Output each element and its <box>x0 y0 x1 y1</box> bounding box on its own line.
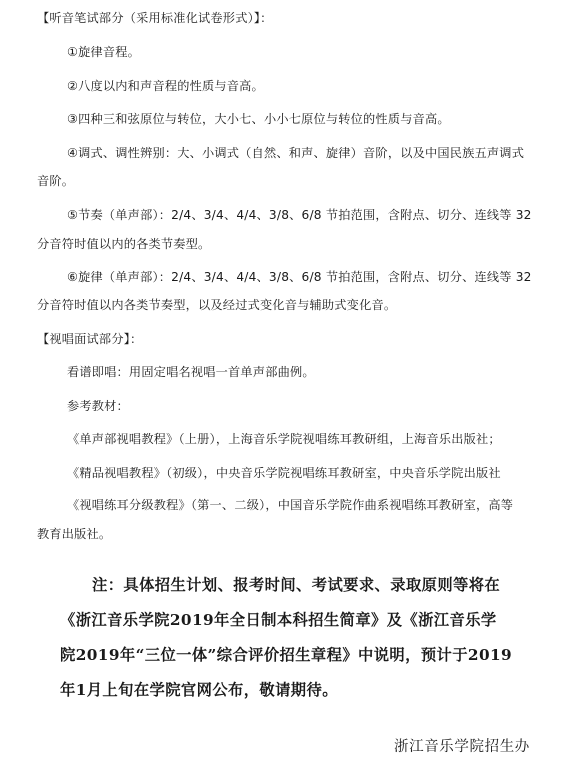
written-item-2: ②八度以内和声音程的性质与音高。 <box>67 79 264 93</box>
note-line-4: 年1月上旬在学院官网公布，敬请期待。 <box>60 681 338 699</box>
note-line-3: 院2019年“三位一体”综合评价招生章程》中说明，预计于2019 <box>60 646 513 664</box>
sightsinging-section-heading: 【视唱面试部分】： <box>37 332 143 346</box>
note-line-1: 注：具体招生计划、报考时间、考试要求、录取原则等将在 <box>92 576 501 594</box>
reference-book-2: 《精品视唱教程》（初级），中央音乐学院视唱练耳教研室，中央音乐学院出版社 <box>67 466 501 480</box>
written-section-heading: 【听音笔试部分（采用标准化试卷形式）】： <box>37 11 273 25</box>
written-item-1: ①旋律音程。 <box>67 45 141 59</box>
written-item-4: ④调式、调性辨别：大、小调式（自然、和声、旋律）音阶，以及中国民族五声调式 <box>67 146 525 160</box>
written-item-5-cont: 分音符时值以内的各类节奏型。 <box>37 237 211 251</box>
written-item-4-cont: 音阶。 <box>37 174 75 188</box>
written-item-6-cont: 分音符时值以内各类节奏型，以及经过式变化音与辅助式变化音。 <box>37 298 397 312</box>
reference-materials-label: 参考教材： <box>67 399 129 413</box>
written-item-6: ⑥旋律（单声部）：2/4、3/4、4/4、3/8、6/8 节拍范围，含附点、切分、连线等 32 <box>67 270 532 284</box>
reference-book-3-cont: 教育出版社。 <box>37 527 112 541</box>
reference-book-3: 《视唱练耳分级教程》（第一、二级），中国音乐学院作曲系视唱练耳教研室，高等 <box>67 498 514 512</box>
note-line-2: 《浙江音乐学院2019年全日制本科招生简章》及《浙江音乐学 <box>60 611 497 629</box>
written-item-3: ③四种三和弦原位与转位，大小七、小小七原位与转位的性质与音高。 <box>67 112 450 126</box>
signature: 浙江音乐学院招生办 <box>394 739 530 755</box>
reference-book-1: 《单声部视唱教程》（上册），上海音乐学院视唱练耳教研组，上海音乐出版社； <box>67 432 501 446</box>
written-item-5: ⑤节奏（单声部）：2/4、3/4、4/4、3/8、6/8 节拍范围，含附点、切分、连线等 32 <box>67 208 532 222</box>
sightsinging-instruction: 看谱即唱：用固定唱名视唱一首单声部曲例。 <box>67 365 315 379</box>
